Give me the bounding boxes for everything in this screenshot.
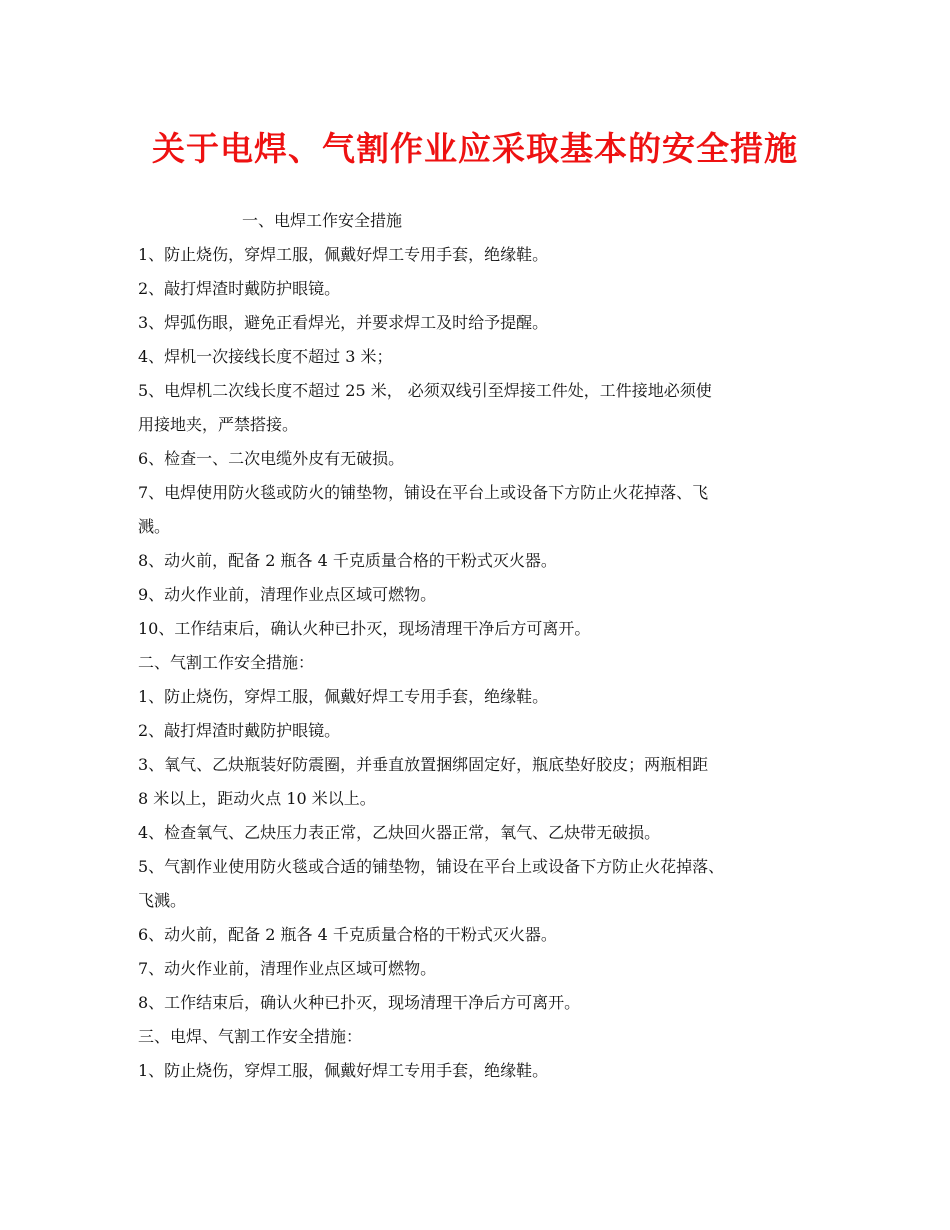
- section-heading-cutting: 二、气割工作安全措施：: [138, 653, 315, 672]
- cutting-item-1: 1、防止烧伤，穿焊工服，佩戴好焊工专用手套，绝缘鞋。: [138, 687, 549, 706]
- cutting-item-3-cont: 8 米以上，距动火点 10 米以上。: [138, 789, 376, 808]
- welding-item-10: 10、工作结束后，确认火种已扑灭，现场清理干净后方可离开。: [138, 619, 591, 638]
- welding-item-1: 1、防止烧伤，穿焊工服，佩戴好焊工专用手套，绝缘鞋。: [138, 245, 549, 264]
- welding-item-7-cont: 溅。: [138, 517, 171, 536]
- welding-item-6: 6、检查一、二次电缆外皮有无破损。: [138, 449, 405, 468]
- cutting-item-4: 4、检查氧气、乙炔压力表正常，乙炔回火器正常，氧气、乙炔带无破损。: [138, 823, 661, 842]
- document-body: [138, 204, 818, 1088]
- document-title: 关于电焊、气割作业应采取基本的安全措施: [152, 129, 798, 168]
- cutting-item-3: 3、氧气、乙炔瓶装好防震圈，并垂直放置捆绑固定好，瓶底垫好胶皮；两瓶相距: [138, 755, 709, 774]
- welding-item-9: 9、动火作业前，清理作业点区域可燃物。: [138, 585, 437, 604]
- cutting-item-5-cont: 飞溅。: [138, 891, 187, 910]
- welding-item-8: 8、动火前，配备 2 瓶各 4 千克质量合格的干粉式灭火器。: [138, 551, 557, 570]
- combined-item-1: 1、防止烧伤，穿焊工服，佩戴好焊工专用手套，绝缘鞋。: [138, 1061, 549, 1080]
- section-heading-welding: 一、电焊工作安全措施: [242, 211, 403, 230]
- cutting-item-5: 5、气割作业使用防火毯或合适的铺垫物，铺设在平台上或设备下方防止火花掉落、: [138, 857, 725, 876]
- welding-item-5: 5、电焊机二次线长度不超过 25 米， 必须双线引至焊接工件处，工件接地必须使: [138, 381, 712, 400]
- cutting-item-8: 8、工作结束后，确认火种已扑灭，现场清理干净后方可离开。: [138, 993, 581, 1012]
- welding-item-5-cont: 用接地夹，严禁搭接。: [138, 415, 299, 434]
- welding-item-7: 7、电焊使用防火毯或防火的铺垫物，铺设在平台上或设备下方防止火花掉落、飞: [138, 483, 709, 502]
- section-heading-combined: 三、电焊、气割工作安全措施：: [138, 1027, 363, 1046]
- cutting-item-2: 2、敲打焊渣时戴防护眼镜。: [138, 721, 341, 740]
- welding-item-3: 3、焊弧伤眼，避免正看焊光，并要求焊工及时给予提醒。: [138, 313, 549, 332]
- cutting-item-6: 6、动火前，配备 2 瓶各 4 千克质量合格的干粉式灭火器。: [138, 925, 557, 944]
- welding-item-2: 2、敲打焊渣时戴防护眼镜。: [138, 279, 341, 298]
- welding-item-4: 4、焊机一次接线长度不超过 3 米；: [138, 347, 393, 366]
- cutting-item-7: 7、动火作业前，清理作业点区域可燃物。: [138, 959, 437, 978]
